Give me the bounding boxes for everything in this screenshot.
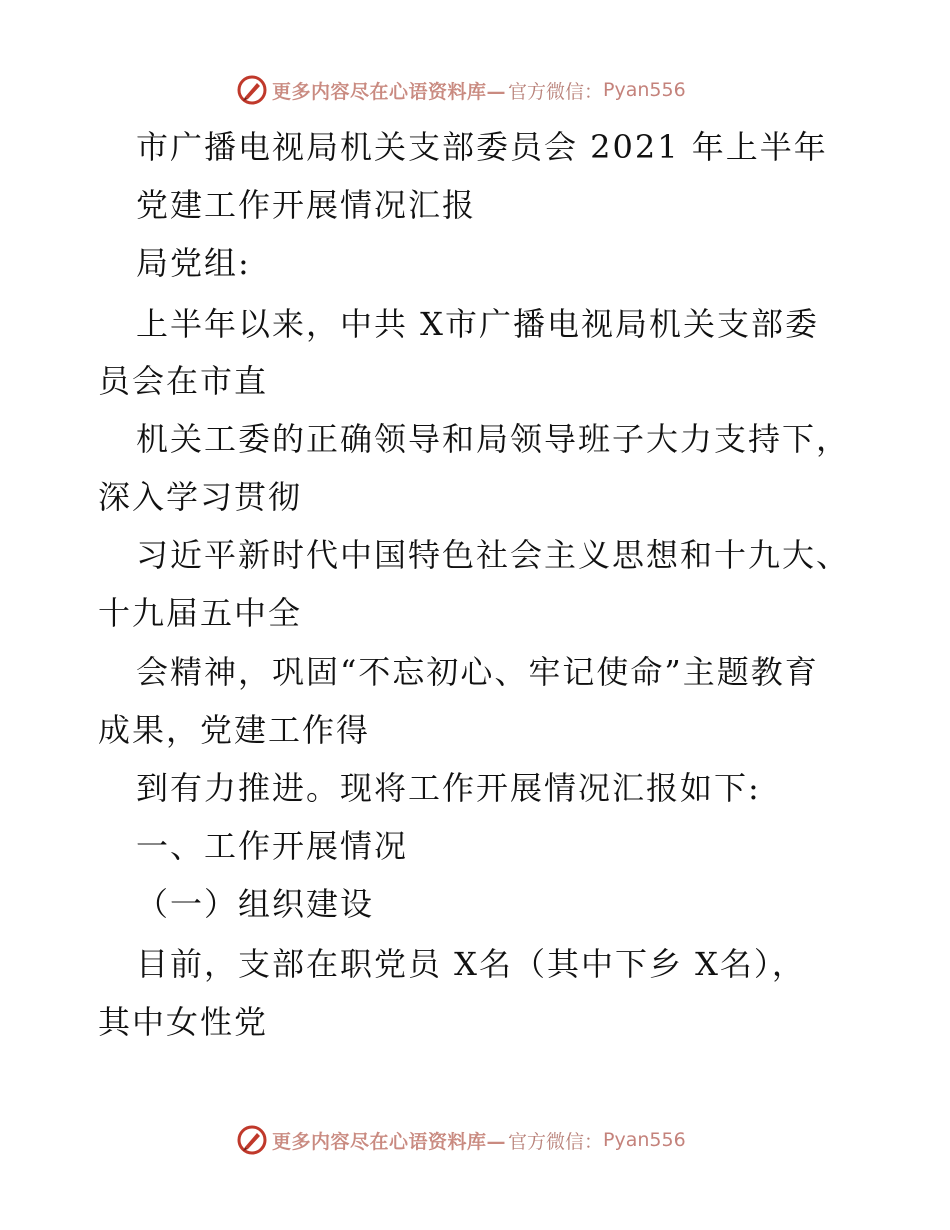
doc-line: 习近平新时代中国特色社会主义思想和十九大、 [136, 536, 851, 574]
watermark-header [236, 72, 756, 108]
watermark-id: Pyan556 [603, 79, 686, 101]
doc-line: 上半年以来，中共 X市广播电视局机关支部委 [136, 305, 819, 343]
doc-line: 机关工委的正确领导和局领导班子大力支持下， [136, 420, 851, 458]
watermark-text: 更多内容尽在心语资料库— [272, 80, 507, 103]
pen-logo-icon [236, 74, 268, 106]
doc-subsection-heading: （一）组织建设 [136, 885, 375, 923]
doc-line: 员会在市直 [98, 362, 269, 400]
doc-line: 深入学习贯彻 [98, 478, 303, 516]
doc-line: 其中女性党 [98, 1003, 269, 1041]
watermark-label: 官方微信： [508, 1130, 604, 1153]
doc-line: 到有力推进。现将工作开展情况汇报如下: [136, 769, 761, 807]
doc-line: 成果，党建工作得 [98, 711, 371, 749]
watermark-id: Pyan556 [603, 1129, 686, 1151]
doc-title-line-2: 党建工作开展情况汇报 [136, 186, 477, 224]
doc-line: 会精神，巩固“不忘初心、牢记使命”主题教育 [136, 653, 819, 691]
doc-salutation: 局党组: [136, 244, 251, 282]
watermark-label: 官方微信： [508, 80, 604, 103]
watermark-text: 更多内容尽在心语资料库— [272, 1130, 507, 1153]
doc-section-heading: 一、工作开展情况 [136, 827, 409, 865]
doc-line: 目前，支部在职党员 X名（其中下乡 X名）， [136, 945, 806, 983]
pen-logo-icon [236, 1124, 268, 1156]
doc-line: 十九届五中全 [98, 594, 303, 632]
watermark-footer [236, 1122, 756, 1158]
doc-title-line-1: 市广播电视局机关支部委员会 2021 年上半年 [136, 128, 828, 166]
